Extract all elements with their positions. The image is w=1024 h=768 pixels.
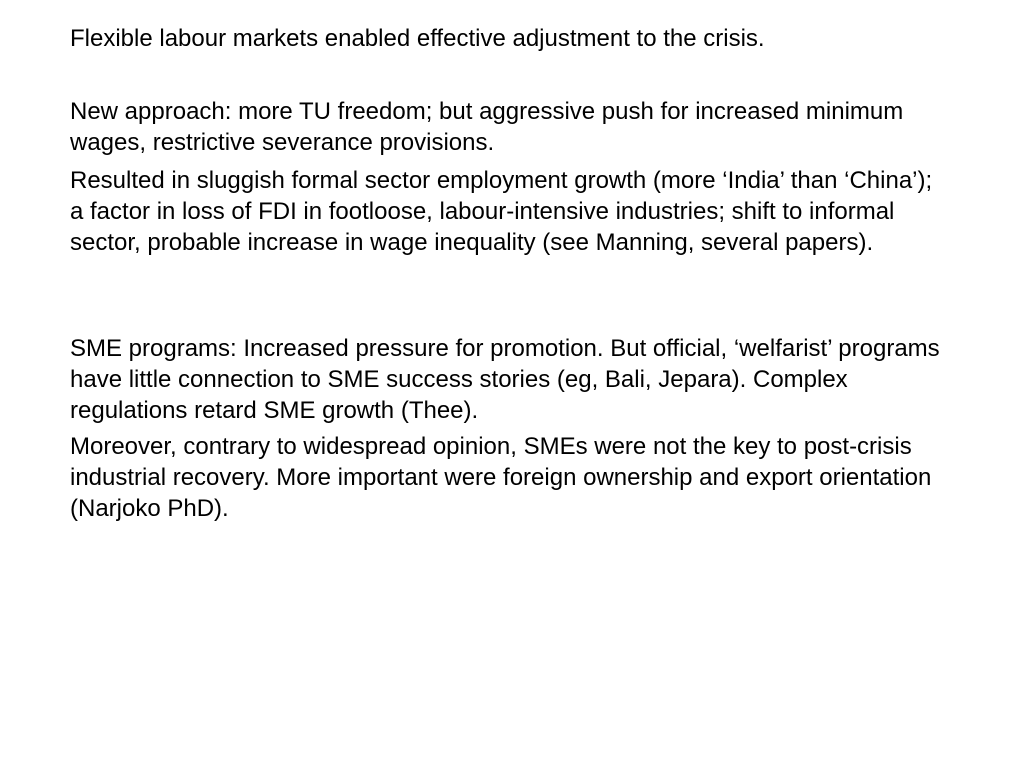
paragraph-new-approach: New approach: more TU freedom; but aggressive push for increased minimum wages, restrictive severance provisions.	[70, 98, 904, 156]
paragraph-employment-growth: Resulted in sluggish formal sector employment growth (more ‘India’ than ‘China’); a factor in loss of FDI in footloose, labour-intensive industries; shift to informal sector, probable increase in wage inequality (see Manning, several papers).	[70, 167, 933, 256]
paragraph-sme-programs: SME programs: Increased pressure for promotion. But official, ‘welfarist’ programs have little connection to SME success stories (eg, Bali, Jepara). Complex regulations retard SME growth (Thee).	[70, 335, 940, 424]
paragraph-labour-markets: Flexible labour markets enabled effective adjustment to the crisis.	[70, 25, 765, 52]
paragraph-industrial-recovery: Moreover, contrary to widespread opinion, SMEs were not the key to post-crisis industrial recovery. More important were foreign ownership and export orientation (Narjoko PhD).	[70, 433, 932, 522]
